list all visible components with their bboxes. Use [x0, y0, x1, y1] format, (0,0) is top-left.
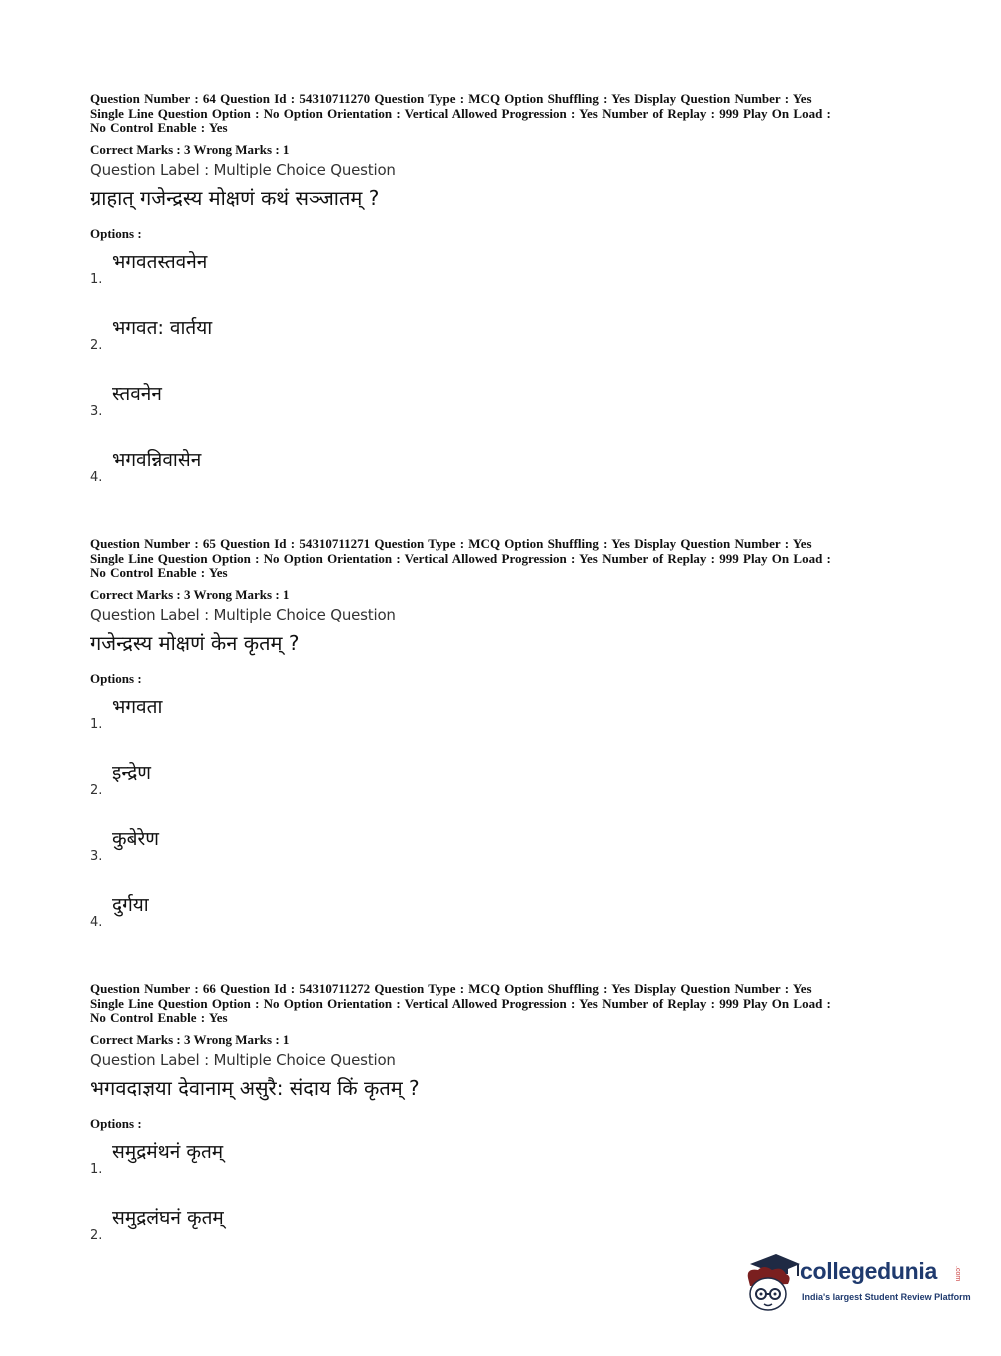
- option-text: कुबेरेण: [112, 827, 159, 850]
- marks: Correct Marks : 3 Wrong Marks : 1: [90, 1031, 290, 1047]
- question-block: [90, 982, 930, 1270]
- option-number: 2.: [90, 782, 103, 798]
- option-text: भगवता: [112, 695, 163, 718]
- option-number: 1.: [90, 716, 103, 732]
- option-number: 1.: [90, 1161, 103, 1177]
- meta-line: Single Line Question Option : No Option Orientation : Vertical Allowed Progression : Yes Number of Replay : 999 Play On Load :: [90, 550, 831, 566]
- option-number: 2.: [90, 1227, 103, 1243]
- meta-line: Question Number : 66 Question Id : 54310711272 Question Type : MCQ Option Shuffling : Yes Display Question Number : Yes: [90, 981, 812, 996]
- option-item[interactable]: [90, 759, 930, 825]
- option-text: समुद्रमंथनं कृतम्: [112, 1140, 224, 1163]
- option-item[interactable]: [90, 446, 930, 512]
- option-item[interactable]: [90, 1138, 930, 1204]
- question-text: भगवदाज्ञया देवानाम् असुरै: संदाय किं कृतम् ?: [90, 1075, 420, 1100]
- option-number: 4.: [90, 469, 103, 485]
- option-text: भगवन्निवासेन: [112, 448, 202, 471]
- meta-line: No Control Enable : Yes: [90, 120, 228, 135]
- question-label: Question Label : Multiple Choice Question: [90, 160, 396, 179]
- question-label: Question Label : Multiple Choice Question: [90, 1050, 396, 1069]
- meta-line: Question Number : 65 Question Id : 54310711271 Question Type : MCQ Option Shuffling : Yes Display Question Number : Yes: [90, 536, 812, 551]
- option-text: भगवत: वार्तया: [112, 316, 213, 339]
- collegedunia-logo[interactable]: [742, 1250, 972, 1320]
- options-heading: Options :: [90, 1115, 142, 1131]
- option-item[interactable]: [90, 891, 930, 957]
- question-meta: [90, 537, 930, 581]
- meta-line: Single Line Question Option : No Option Orientation : Vertical Allowed Progression : Yes Number of Replay : 999 Play On Load :: [90, 995, 831, 1011]
- option-text: दुर्गया: [112, 893, 149, 916]
- options-heading: Options :: [90, 670, 142, 686]
- question-block: [90, 537, 930, 957]
- meta-line: No Control Enable : Yes: [90, 565, 228, 580]
- option-number: 3.: [90, 403, 103, 419]
- logo-tagline: India's largest Student Review Platform: [802, 1292, 971, 1302]
- option-text: भगवतस्तवनेन: [112, 250, 208, 273]
- option-item[interactable]: [90, 314, 930, 380]
- meta-line: No Control Enable : Yes: [90, 1010, 228, 1025]
- question-label: Question Label : Multiple Choice Question: [90, 605, 396, 624]
- marks: Correct Marks : 3 Wrong Marks : 1: [90, 141, 290, 157]
- question-block: [90, 92, 930, 512]
- mascot-icon: [742, 1250, 802, 1314]
- option-number: 1.: [90, 271, 103, 287]
- option-number: 4.: [90, 914, 103, 930]
- question-text: गजेन्द्रस्य मोक्षणं केन कृतम् ?: [90, 630, 300, 655]
- meta-line: Single Line Question Option : No Option Orientation : Vertical Allowed Progression : Yes Number of Replay : 999 Play On Load :: [90, 105, 831, 121]
- logo-suffix: .com: [954, 1266, 961, 1282]
- option-text: स्तवनेन: [112, 382, 162, 405]
- logo-wordmark: collegedunia: [800, 1258, 937, 1284]
- option-number: 3.: [90, 848, 103, 864]
- question-meta: [90, 982, 930, 1026]
- option-text: इन्द्रेण: [112, 761, 152, 784]
- option-item[interactable]: [90, 248, 930, 314]
- options-list: [90, 248, 930, 512]
- option-item[interactable]: [90, 693, 930, 759]
- options-list: [90, 693, 930, 957]
- question-meta: [90, 92, 930, 136]
- option-item[interactable]: [90, 380, 930, 446]
- option-number: 2.: [90, 337, 103, 353]
- question-text: ग्राहात् गजेन्द्रस्य मोक्षणं कथं सञ्जातम् ?: [90, 185, 380, 210]
- meta-line: Question Number : 64 Question Id : 54310711270 Question Type : MCQ Option Shuffling : Yes Display Question Number : Yes: [90, 91, 812, 106]
- marks: Correct Marks : 3 Wrong Marks : 1: [90, 586, 290, 602]
- option-item[interactable]: [90, 825, 930, 891]
- option-text: समुद्रलंघनं कृतम्: [112, 1206, 224, 1229]
- options-heading: Options :: [90, 225, 142, 241]
